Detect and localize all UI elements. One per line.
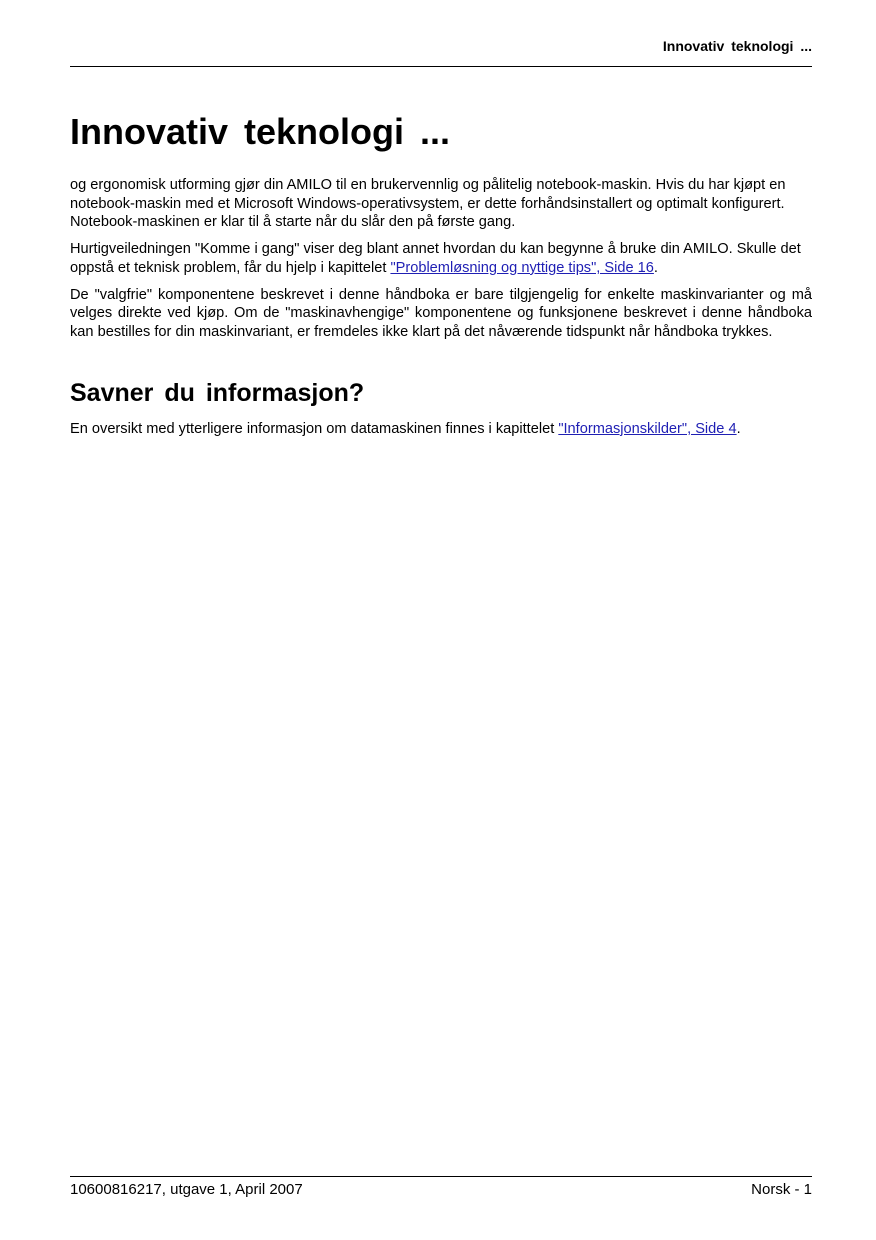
header-divider xyxy=(70,66,812,67)
info-sources-link[interactable]: "Informasjonskilder", Side 4 xyxy=(558,420,737,437)
footer-page-number: Norsk - 1 xyxy=(751,1181,812,1198)
running-header-title: Innovativ teknologi ... xyxy=(662,38,812,54)
page-title: Innovativ teknologi ... xyxy=(70,111,451,152)
info-sources-text: En oversikt med ytterligere informasjon om datamaskinen finnes i kapittelet xyxy=(70,420,559,437)
optional-components-paragraph: De "valgfrie" komponentene beskrevet i denne håndboka er bare tilgjengelig for enkelte maskinvarianter og må velges direkte ved kjøp. Om de "maskinavhengige" komponentene og funksjonene beskrevet i denne håndboka kan bestilles for din maskinvariant, er fremdeles ikke klart på det nåværende tidspunkt når håndboka trykkes. xyxy=(70,286,812,340)
quickstart-text: Hurtigveiledningen "Komme i gang" viser deg blant annet hvordan du kan begynne å bruke din AMILO. Skulle det oppstå et teknisk problem, får du hjelp i kapittelet xyxy=(70,241,801,276)
quickstart-end: . xyxy=(653,259,658,276)
footer-doc-info: 10600816217, utgave 1, April 2007 xyxy=(70,1181,303,1198)
section-title-missing-info: Savner du informasjon? xyxy=(70,378,365,407)
troubleshooting-link[interactable]: "Problemløsning og nyttige tips", Side 16 xyxy=(390,259,654,276)
info-sources-paragraph xyxy=(70,420,812,439)
page-content xyxy=(70,110,812,446)
footer-divider xyxy=(70,1176,812,1177)
quickstart-paragraph xyxy=(70,240,812,277)
info-sources-end: . xyxy=(736,420,741,437)
intro-paragraph: og ergonomisk utforming gjør din AMILO til en brukervennlig og pålitelig notebook-maskin. Hvis du har kjøpt en notebook-maskin med et Microsoft Windows-operativsystem, er dette forhåndsinstallert og optimalt konfigurert. Notebook-maskinen er klar til å starte når du slår den på første gang. xyxy=(70,177,786,231)
